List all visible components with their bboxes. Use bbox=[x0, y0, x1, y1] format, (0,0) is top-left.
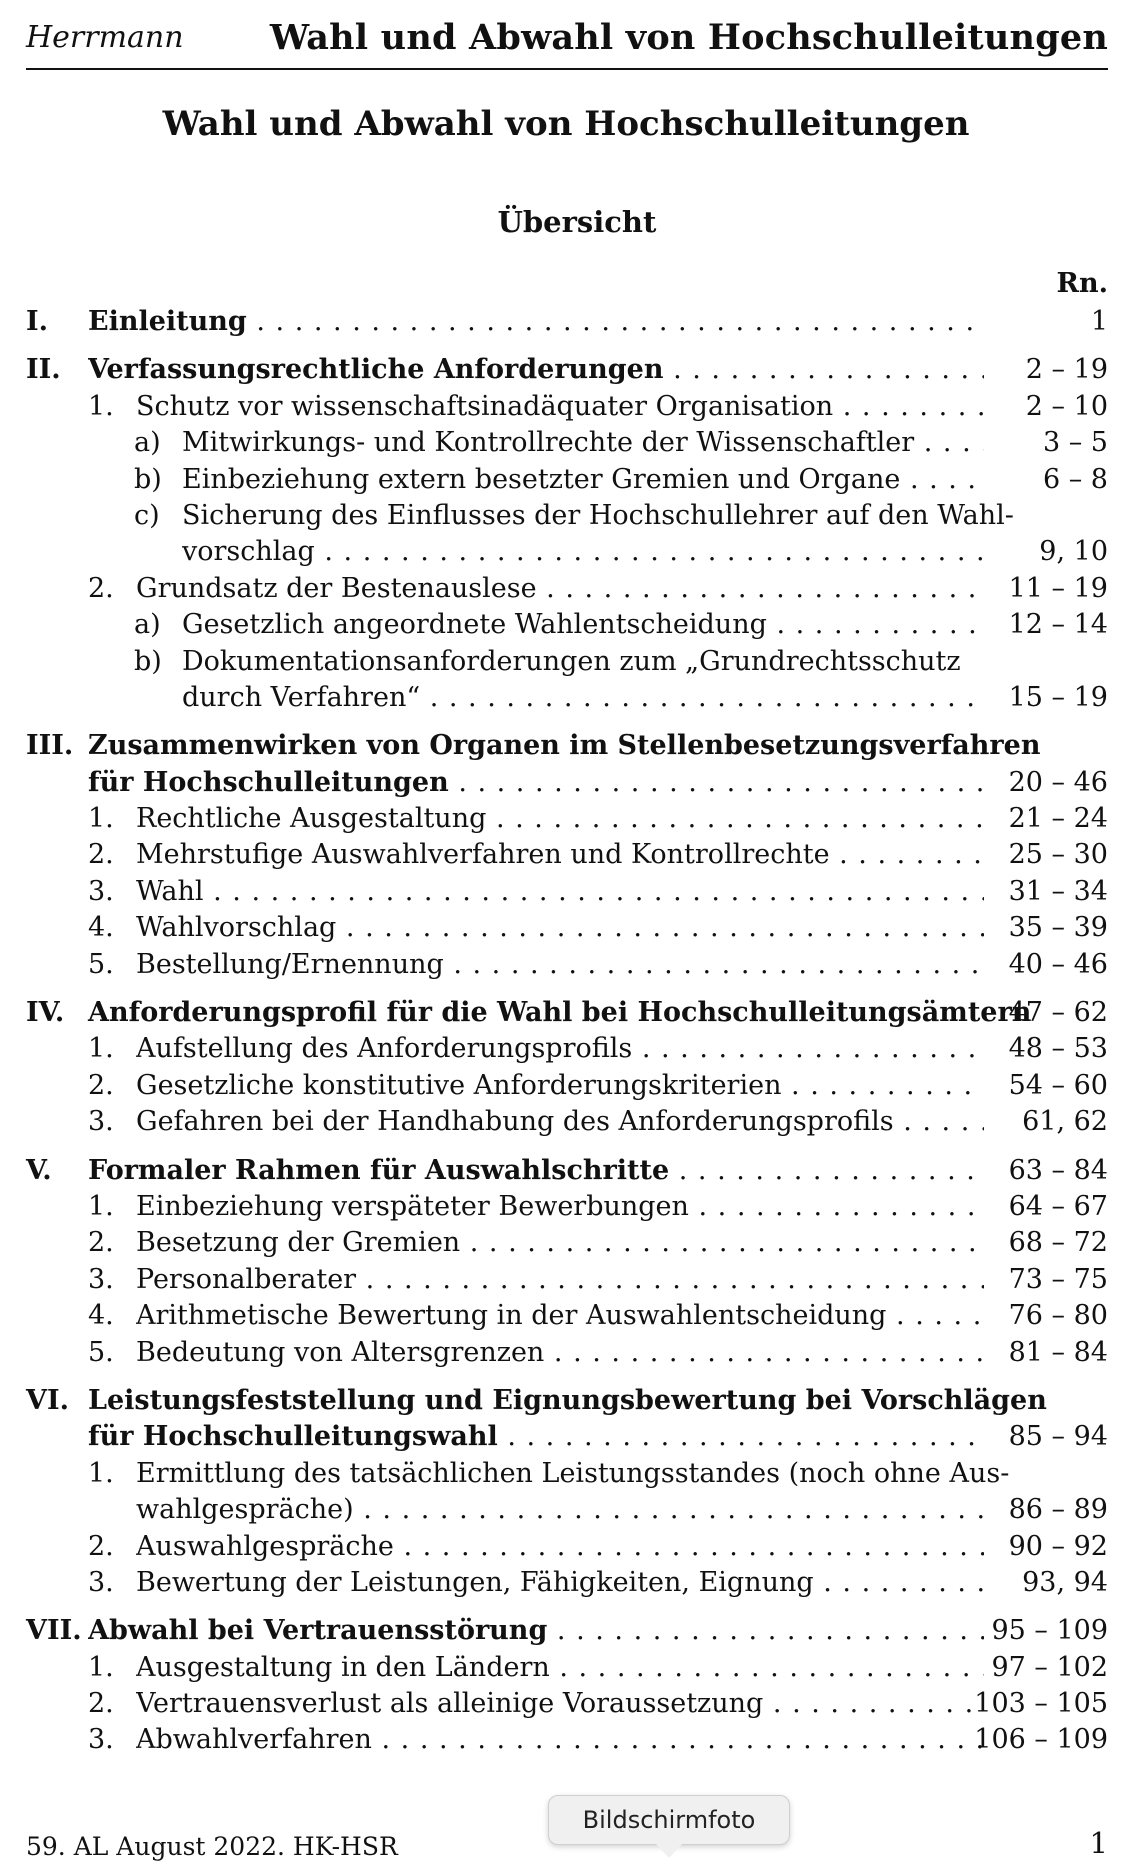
entry-title: Auswahlgespräche . . . bbox=[136, 1531, 984, 1562]
toc-entry bbox=[26, 1153, 1108, 1189]
entry-title: Arithmetische Bewertung in der Auswahlentscheidung . . . bbox=[136, 1300, 984, 1331]
entry-margin-number: 9, 10 bbox=[1039, 536, 1108, 568]
toc-entry bbox=[26, 498, 1108, 534]
entry-margin-number: 48 – 53 bbox=[1008, 1033, 1108, 1065]
entry-number: 2. bbox=[88, 572, 114, 604]
entry-title: Personalberater . . . bbox=[136, 1264, 984, 1295]
entry-number: 1. bbox=[88, 1033, 114, 1065]
entry-title: Einbeziehung verspäteter Bewerbungen . . . bbox=[136, 1191, 984, 1222]
toc-entry bbox=[26, 1456, 1108, 1492]
entry-number: 2. bbox=[88, 1069, 114, 1101]
entry-title: Abwahl bei Vertrauensstörung . . . bbox=[88, 1615, 984, 1646]
entry-margin-number: 64 – 67 bbox=[1008, 1190, 1108, 1222]
entry-margin-number: 90 – 92 bbox=[1008, 1530, 1108, 1562]
entry-title: Gesetzliche konstitutive Anforderungskriterien . . . bbox=[136, 1070, 984, 1101]
entry-title: Formaler Rahmen für Auswahlschritte . . . bbox=[88, 1155, 984, 1186]
entry-number: 1. bbox=[88, 1190, 114, 1222]
entry-margin-number: 35 – 39 bbox=[1008, 912, 1108, 944]
toc-entry bbox=[26, 352, 1108, 388]
entry-margin-number: 2 – 19 bbox=[1025, 354, 1108, 386]
running-header bbox=[26, 14, 1108, 60]
entry-title: Vertrauensverlust als alleinige Voraussetzung . . . bbox=[136, 1688, 984, 1719]
entry-number: VII. bbox=[26, 1615, 82, 1647]
toc-entry bbox=[26, 571, 1108, 607]
entry-margin-number: 81 – 84 bbox=[1008, 1336, 1108, 1368]
toc-entry bbox=[26, 1686, 1108, 1722]
toc-entry bbox=[26, 1298, 1108, 1334]
toc-entry-continuation bbox=[26, 1492, 1108, 1528]
entry-margin-number: 6 – 8 bbox=[1042, 463, 1108, 495]
entry-number: III. bbox=[26, 730, 74, 762]
toc-entry bbox=[26, 1104, 1108, 1140]
entry-title: Bedeutung von Altersgrenzen . . . bbox=[136, 1337, 984, 1368]
entry-number: IV. bbox=[26, 997, 65, 1029]
entry-margin-number: 20 – 46 bbox=[1008, 766, 1108, 798]
entry-margin-number: 11 – 19 bbox=[1008, 572, 1108, 604]
toc-entry bbox=[26, 837, 1108, 873]
toc-entry-continuation bbox=[26, 1419, 1108, 1455]
entry-margin-number: 93, 94 bbox=[1022, 1566, 1108, 1598]
entry-title: Anforderungsprofil für die Wahl bei Hochschulleitungsämtern bbox=[88, 997, 1032, 1029]
entry-margin-number: 3 – 5 bbox=[1042, 427, 1108, 459]
entry-margin-number: 1 bbox=[1090, 306, 1108, 337]
entry-title: Besetzung der Gremien . . . bbox=[136, 1227, 984, 1258]
entry-title: Gefahren bei der Handhabung des Anforderungsprofils . . . bbox=[136, 1106, 984, 1137]
entry-number: a) bbox=[134, 609, 161, 641]
entry-title-line-2: für Hochschulleitungswahl . . . bbox=[88, 1421, 984, 1452]
toc-section-7 bbox=[26, 1613, 1108, 1759]
entry-title-line-1: Leistungsfeststellung und Eignungsbewertung bei Vorschlägen bbox=[88, 1384, 1047, 1416]
entry-title: Mitwirkungs- und Kontrollrechte der Wissenschaftler . . . bbox=[182, 427, 984, 458]
entry-number: 3. bbox=[88, 875, 114, 907]
entry-margin-number: 2 – 10 bbox=[1025, 390, 1108, 422]
header-title: Wahl und Abwahl von Hochschulleitungen bbox=[269, 16, 1108, 58]
entry-number: 1. bbox=[88, 1457, 114, 1489]
entry-title: Einleitung . . . bbox=[88, 306, 984, 337]
entry-margin-number: 85 – 94 bbox=[1008, 1421, 1108, 1453]
overview-heading: Übersicht bbox=[497, 205, 657, 239]
entry-margin-number: 97 – 102 bbox=[991, 1651, 1108, 1683]
toc-entry bbox=[26, 1383, 1108, 1419]
entry-number: b) bbox=[134, 645, 162, 677]
toc-entry bbox=[26, 1225, 1108, 1261]
toc-section-3 bbox=[26, 728, 1108, 983]
entry-margin-number: 21 – 24 bbox=[1008, 803, 1108, 835]
toc-entry bbox=[26, 1189, 1108, 1225]
entry-number: 2. bbox=[88, 1530, 114, 1562]
entry-number: 3. bbox=[88, 1263, 114, 1295]
screenshot-tooltip: Bildschirmfoto bbox=[548, 1795, 790, 1845]
entry-title: Aufstellung des Anforderungsprofils . . . bbox=[136, 1033, 984, 1064]
toc-entry bbox=[26, 1722, 1108, 1758]
entry-title-line-1: Sicherung des Einflusses der Hochschullehrer auf den Wahl- bbox=[182, 499, 1014, 531]
toc-entry bbox=[26, 1613, 1108, 1649]
toc-entry bbox=[26, 1068, 1108, 1104]
entry-number: 5. bbox=[88, 948, 114, 980]
entry-margin-number: 12 – 14 bbox=[1008, 609, 1108, 641]
entry-number: b) bbox=[134, 463, 162, 495]
entry-title-line-1: Zusammenwirken von Organen im Stellenbesetzungsverfahren bbox=[88, 730, 1041, 762]
entry-title: Wahlvorschlag . . . bbox=[136, 912, 984, 943]
toc-section-4 bbox=[26, 995, 1108, 1141]
toc-entry-continuation bbox=[26, 765, 1108, 801]
toc-entry-continuation bbox=[26, 680, 1108, 716]
entry-title: Schutz vor wissenschaftsinadäquater Organisation . . . bbox=[136, 391, 984, 422]
entry-number: 1. bbox=[88, 1651, 114, 1683]
entry-title: Mehrstufige Auswahlverfahren und Kontrollrechte . . . bbox=[136, 839, 984, 870]
toc-entry bbox=[26, 801, 1108, 837]
entry-number: VI. bbox=[26, 1384, 69, 1416]
entry-title: Gesetzlich angeordnete Wahlentscheidung . . . bbox=[182, 609, 984, 640]
entry-title: Abwahlverfahren . . . bbox=[136, 1724, 984, 1755]
entry-title: Bewertung der Leistungen, Fähigkeiten, Eignung . . . bbox=[136, 1567, 984, 1598]
entry-margin-number: 40 – 46 bbox=[1008, 948, 1108, 980]
toc-entry bbox=[26, 728, 1108, 764]
toc-entry bbox=[26, 607, 1108, 643]
entry-margin-number: 95 – 109 bbox=[991, 1615, 1108, 1647]
entry-margin-number: 103 – 105 bbox=[974, 1688, 1108, 1720]
entry-title: Bestellung/Ernennung . . . bbox=[136, 949, 984, 980]
entry-number: 5. bbox=[88, 1336, 114, 1368]
entry-number: V. bbox=[26, 1154, 52, 1186]
entry-margin-number: 76 – 80 bbox=[1008, 1300, 1108, 1332]
entry-number: 3. bbox=[88, 1566, 114, 1598]
entry-title-line-2: vorschlag . . . bbox=[182, 536, 984, 567]
toc-section-1 bbox=[26, 304, 1108, 340]
entry-number: 3. bbox=[88, 1724, 114, 1756]
entry-margin-number: 47 – 62 bbox=[1008, 997, 1108, 1029]
entry-number: 2. bbox=[88, 1227, 114, 1259]
entry-title-line-2: für Hochschulleitungen . . . bbox=[88, 767, 984, 798]
entry-title: Grundsatz der Bestenauslese . . . bbox=[136, 573, 984, 604]
entry-margin-number: 86 – 89 bbox=[1008, 1494, 1108, 1526]
toc-entry-continuation bbox=[26, 534, 1108, 570]
entry-title: Wahl . . . bbox=[136, 876, 984, 907]
toc-entry bbox=[26, 425, 1108, 461]
toc-entry bbox=[26, 644, 1108, 680]
entry-title: Rechtliche Ausgestaltung . . . bbox=[136, 803, 984, 834]
tooltip-arrow-icon bbox=[656, 1844, 682, 1858]
document-title: Wahl und Abwahl von Hochschulleitungen bbox=[162, 104, 970, 144]
entry-title-line-2: durch Verfahren“ . . . bbox=[182, 682, 984, 713]
toc-entry bbox=[26, 947, 1108, 983]
entry-number: 3. bbox=[88, 1106, 114, 1138]
entry-number: 4. bbox=[88, 1300, 114, 1332]
toc-entry bbox=[26, 1335, 1108, 1371]
toc-section-2 bbox=[26, 352, 1108, 716]
entry-number: II. bbox=[26, 354, 61, 386]
table-of-contents bbox=[26, 304, 1108, 1771]
entry-number: 1. bbox=[88, 803, 114, 835]
entry-margin-number: 73 – 75 bbox=[1008, 1263, 1108, 1295]
page-number: 1 bbox=[1089, 1826, 1108, 1860]
entry-title-line-1: Ermittlung des tatsächlichen Leistungsstandes (noch ohne Aus- bbox=[136, 1457, 1010, 1489]
footer-edition: 59. AL August 2022. HK-HSR bbox=[26, 1832, 398, 1861]
header-author: Herrmann bbox=[26, 19, 184, 55]
toc-entry bbox=[26, 1650, 1108, 1686]
entry-number: 2. bbox=[88, 839, 114, 871]
toc-entry bbox=[26, 995, 1108, 1031]
entry-margin-number: 31 – 34 bbox=[1008, 875, 1108, 907]
entry-number: 4. bbox=[88, 912, 114, 944]
toc-entry bbox=[26, 910, 1108, 946]
toc-entry bbox=[26, 1031, 1108, 1067]
entry-title: Verfassungsrechtliche Anforderungen . . . bbox=[88, 354, 984, 385]
rn-column-heading: Rn. bbox=[1056, 268, 1108, 299]
entry-margin-number: 106 – 109 bbox=[974, 1724, 1108, 1756]
entry-number: 2. bbox=[88, 1688, 114, 1720]
entry-title: Ausgestaltung in den Ländern . . . bbox=[136, 1652, 984, 1683]
toc-section-6 bbox=[26, 1383, 1108, 1601]
entry-title: Einbeziehung extern besetzter Gremien und Organe . . . bbox=[182, 464, 984, 495]
toc-entry bbox=[26, 1529, 1108, 1565]
entry-number: I. bbox=[26, 306, 49, 337]
toc-entry bbox=[26, 462, 1108, 498]
entry-margin-number: 54 – 60 bbox=[1008, 1069, 1108, 1101]
toc-entry bbox=[26, 874, 1108, 910]
entry-title-line-1: Dokumentationsanforderungen zum „Grundrechtsschutz bbox=[182, 645, 961, 677]
entry-margin-number: 68 – 72 bbox=[1008, 1227, 1108, 1259]
entry-number: c) bbox=[134, 499, 160, 531]
entry-number: a) bbox=[134, 427, 161, 459]
toc-entry bbox=[26, 1565, 1108, 1601]
entry-margin-number: 15 – 19 bbox=[1008, 681, 1108, 713]
entry-margin-number: 61, 62 bbox=[1022, 1106, 1108, 1138]
toc-entry bbox=[26, 304, 1108, 340]
entry-margin-number: 25 – 30 bbox=[1008, 839, 1108, 871]
entry-margin-number: 63 – 84 bbox=[1008, 1154, 1108, 1186]
toc-section-5 bbox=[26, 1153, 1108, 1371]
toc-entry bbox=[26, 1262, 1108, 1298]
header-rule bbox=[26, 68, 1108, 70]
entry-number: 1. bbox=[88, 390, 114, 422]
toc-entry bbox=[26, 389, 1108, 425]
entry-title-line-2: wahlgespräche) . . . bbox=[136, 1494, 984, 1525]
